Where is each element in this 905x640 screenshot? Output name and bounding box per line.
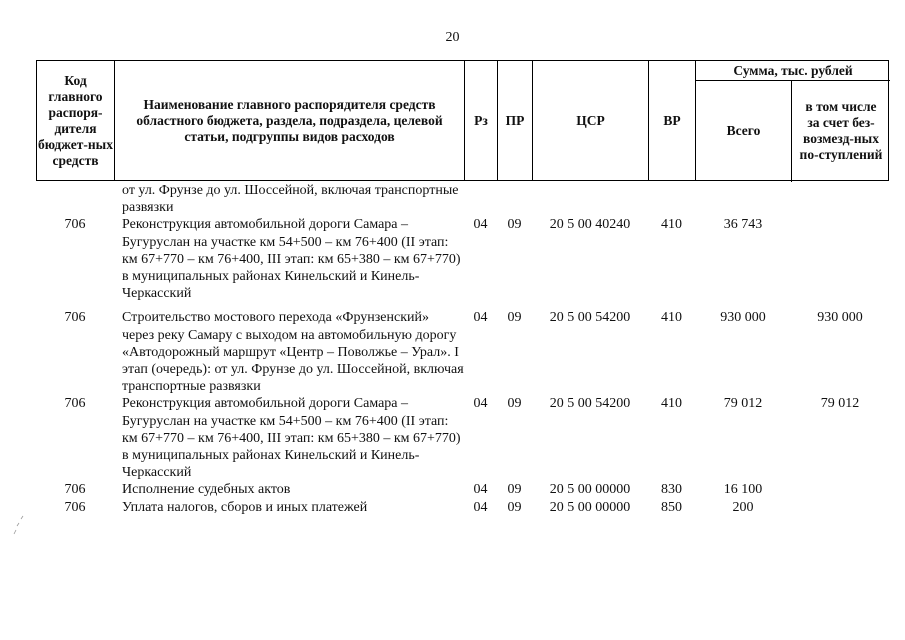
- header-free: в том числе за счет без-возмезд-ных по-ступлений: [799, 99, 883, 162]
- header-vr: ВР: [649, 61, 696, 180]
- row-name: Реконструкция автомобильной дороги Самара – Бугуруслан на участке км 54+500 – км 76+400 (II этап: км 67+770 – км 76+400, III этап: км 65+380 – км 67+770) в муниципальных районах Кинельский и Кинель-Черкасский: [122, 396, 461, 481]
- row-pr: 09: [507, 396, 522, 412]
- header-sum-group: [696, 61, 890, 180]
- row-name: от ул. Фрунзе до ул. Шоссейной, включая транспортные развязки: [122, 183, 459, 216]
- row-rz: 04: [473, 499, 488, 515]
- row-name: Реконструкция автомобильной дороги Самара – Бугуруслан на участке км 54+500 – км 76+400 (II этап: км 67+770 – км 76+400, III этап: км 65+380 – км 67+770) в муниципальных районах Кинельский и Кинель-Черкасский: [122, 217, 461, 302]
- row-rz: 04: [473, 482, 488, 498]
- row-total: 79 012: [723, 396, 763, 412]
- table-row: [36, 395, 889, 481]
- row-name: Исполнение судебных актов: [122, 482, 291, 498]
- row-total: 200: [732, 499, 754, 515]
- row-vr: 410: [661, 396, 682, 412]
- row-code: 706: [64, 396, 86, 412]
- row-csr: 20 5 00 00000: [549, 482, 631, 498]
- scan-mark-icon: [12, 515, 26, 537]
- table-body: [36, 182, 889, 516]
- row-csr: 20 5 00 54200: [549, 396, 631, 412]
- row-free: 79 012: [820, 396, 860, 412]
- row-rz: 04: [473, 396, 488, 412]
- row-vr: 410: [661, 217, 682, 233]
- row-pr: 09: [507, 499, 522, 515]
- row-csr: 20 5 00 54200: [549, 310, 631, 326]
- table-row: [36, 499, 889, 516]
- row-rz: 04: [473, 310, 488, 326]
- row-code: 706: [64, 482, 86, 498]
- table-row: [36, 481, 889, 498]
- header-pr: ПР: [498, 61, 533, 180]
- row-code: 706: [64, 310, 86, 326]
- row-vr: 850: [661, 499, 682, 515]
- table-row: [36, 309, 889, 395]
- row-code: 706: [64, 499, 86, 515]
- row-pr: 09: [507, 482, 522, 498]
- row-name: Уплата налогов, сборов и иных платежей: [122, 499, 368, 515]
- header-csr: ЦСР: [533, 61, 649, 180]
- header-sum-title: Сумма, тыс. рублей: [696, 61, 890, 81]
- header-name: Наименование главного распорядителя средств областного бюджета, раздела, подраздела, целевой статьи, подгруппы видов расходов: [115, 61, 465, 180]
- header-total: Всего: [696, 80, 792, 182]
- row-total: 36 743: [723, 217, 763, 233]
- row-vr: 830: [661, 482, 682, 498]
- row-name: Строительство мостового перехода «Фрунзенский» через реку Самару с выходом на автомобильную дорогу «Автодорожный маршрут «Центр – Поволжье – Урал». I этап (очередь): от ул. Фрунзе до ул. Шоссейной, включая транспортные развязки: [122, 310, 464, 395]
- row-pr: 09: [507, 217, 522, 233]
- page-number: 20: [445, 30, 460, 45]
- row-free: 930 000: [817, 310, 863, 326]
- row-code: 706: [64, 217, 86, 233]
- row-csr: 20 5 00 00000: [549, 499, 631, 515]
- row-csr: 20 5 00 40240: [549, 217, 631, 233]
- table-row: [36, 182, 889, 216]
- header-rz: Рз: [465, 61, 498, 180]
- row-total: 16 100: [723, 482, 763, 498]
- row-pr: 09: [507, 310, 522, 326]
- row-rz: 04: [473, 217, 488, 233]
- header-code: Код главного распоря-дителя бюджет-ных средств: [37, 61, 115, 180]
- table-row: [36, 216, 889, 302]
- row-vr: 410: [661, 310, 682, 326]
- table-header: [36, 60, 889, 181]
- row-total: 930 000: [720, 310, 766, 326]
